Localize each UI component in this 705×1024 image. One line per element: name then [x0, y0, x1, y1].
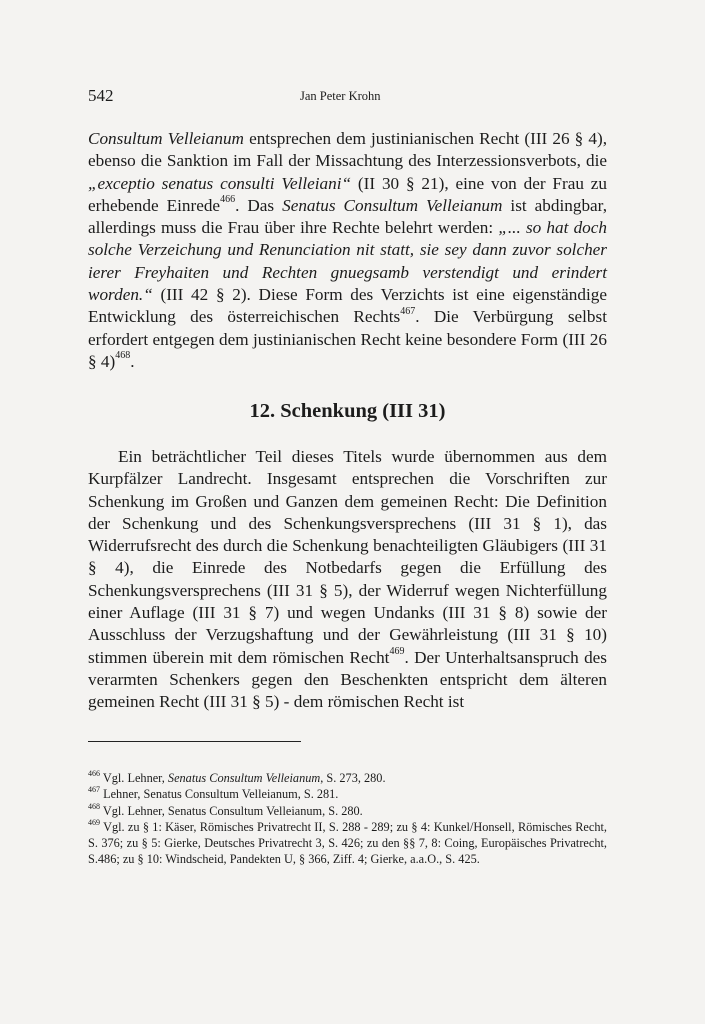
text-segment: . Das	[235, 195, 283, 215]
section-heading: 12. Schenkung (III 31)	[249, 400, 446, 422]
text-segment: .	[130, 351, 135, 371]
footnote-text: Lehner, Senatus Consultum Velleianum, S. 281.	[100, 787, 339, 802]
text-segment: entsprechen dem justinianischen Recht (III 26 § 4), ebenso die Sanktion im Fall der Missachtung des Interzessionsverbots, die	[88, 129, 607, 171]
footnote-ref-467[interactable]: 467	[400, 305, 416, 317]
footnote-ref-468[interactable]: 468	[115, 350, 131, 362]
footnotes	[88, 770, 607, 868]
text-segment: „exceptio senatus consulti Velleiani“	[88, 173, 352, 193]
footnote-ref-466[interactable]: 466	[220, 194, 236, 206]
footnote-number: 467	[88, 785, 100, 795]
footnote-number: 469	[88, 817, 100, 827]
footnote-number: 466	[88, 768, 100, 778]
quotation: „... so hat doch solche Verzeichung und Renunciation nit statt, sie sey dann zuvor solcher ierer Freyhaiten und Rechten gnuegsamb verstendigt und erindert worden.“	[88, 218, 607, 305]
footnote-number: 468	[88, 801, 100, 811]
text-segment: ist abdingbar, allerdings muss die Frau über ihre Rechte belehrt werden:	[88, 195, 607, 238]
page-number: 542	[88, 86, 114, 105]
footnote-divider	[88, 741, 301, 742]
text-segment: . Der Unterhaltsanspruch des verarmten Schenkers gegen den Beschenkten entspricht dem älteren gemeinen Recht (III 31 § 5) - dem römischen Recht ist	[88, 647, 607, 712]
footnote-title: Senatus Consultum Velleianum	[167, 771, 321, 785]
text-segment: Senatus Consultum Velleianum	[282, 195, 503, 215]
footnote-text: Vgl. zu § 1: Käser, Römisches Privatrecht II, S. 288 - 289; zu § 4: Kunkel/Honsell, Römisches Recht, S. 376; zu § 5: Gierke, Deutsches Privatrecht 3, S. 426; zu den §§ 7, 8: Coing, Europäisches Privatrecht, S.486; zu § 10: Windscheid, Pandekten U, § 366, Ziff. 4; Gierke, a.a.O., S. 425.	[88, 819, 607, 867]
text-segment: Consultum Velleianum	[88, 129, 244, 148]
footnote-text: Vgl. Lehner, Senatus Consultum Velleianum, S. 280.	[100, 803, 363, 818]
text-segment: (II 30 § 21), eine von der Frau zu erhebende Einrede	[88, 173, 607, 215]
text-segment: Ein beträchtlicher Teil dieses Titels wurde übernommen aus dem Kurpfälzer Landrecht. Insgesamt entsprechen die Vorschriften zur Schenkung im Großen und Ganzen dem gemeinen Recht: Die Definition der Schenkung und des Schenkungsversprechens (III 31 § 1), das Widerrufsrecht des durch die Schenkung benachteiligten Gläubigers (III 31 § 4), die Einrede des Notbedarfs gegen die Erfüllung des Schenkungsversprechens (III 31 § 5), der Widerruf wegen Nichterfüllung einer Auflage (III 31 § 7) und wegen Undanks (III 31 § 8) sowie der Ausschluss der Verzugshaftung und der Gewährleistung (III 31 § 10) stimmen überein mit dem römischen Recht	[88, 447, 607, 667]
footnote-text: , S. 273, 280.	[320, 771, 386, 785]
footnote-text: Vgl. Lehner,	[100, 771, 168, 785]
footnote-467	[88, 786, 607, 802]
running-head-author: Jan Peter Krohn	[300, 89, 381, 103]
page-header	[88, 86, 608, 110]
footnote-468	[88, 803, 607, 819]
footnote-ref-469[interactable]: 469	[389, 645, 405, 657]
paragraph-consultum-velleianum	[88, 128, 607, 373]
footnote-466	[88, 770, 607, 786]
footnote-469	[88, 819, 607, 868]
text-segment: . Die Verbürgung selbst erfordert entgegen dem justinianischen Recht keine besondere Form (III 26 § 4)	[88, 307, 607, 371]
text-segment: (III 42 § 2). Diese Form des Verzichts ist eine eigenständige Entwicklung des österreichischen Rechts	[88, 285, 607, 327]
paragraph-schenkung	[88, 446, 607, 714]
